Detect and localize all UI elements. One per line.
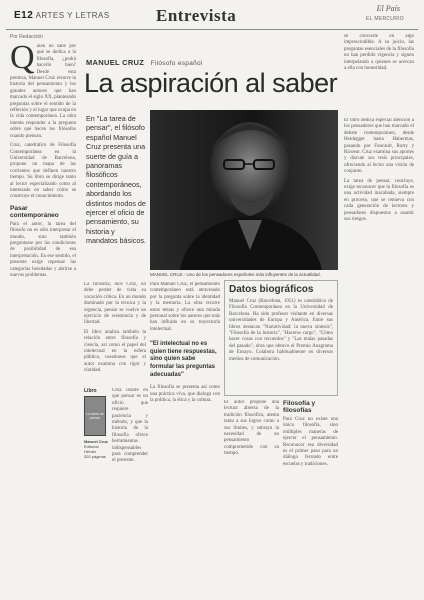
- book-publisher: Editorial Herder: [84, 444, 99, 454]
- intro-deck: En "La tarea de pensar", el filósofo español Manuel Cruz presenta una suerte de guía a panoramas filosóficos contemporáneos, abordando los distintos modos de ejercer el oficio de pensamiento, su historia y mandatos básicos.: [86, 114, 146, 246]
- right-top-paragraph: se convierte en algo imprescindible. A su juicio, las preguntas esenciales de la filosofía no han perdido vigencia y siguen interpelando a quienes se acercan a ella con honestidad.: [344, 34, 414, 72]
- col4-paragraph-left: El autor propone una lectura abierta de la tradición filosófica, atenta tanto a sus logros como a sus límites, y subraya la necesidad de un pensamiento comprometido con su tiempo.: [224, 400, 279, 457]
- left-paragraph-2: Cruz, catedrático de Filosofía Contemporánea en la Universidad de Barcelona, propone un mapa de las corrientes que definen nuestro tiempo. Su libro se dirige tanto al lector especializado como al interesado en saber cómo se construye el conocimiento.: [10, 143, 76, 200]
- col4-paragraph-right: Para Cruz no existe una única filosofía, sino múltiples maneras de ejercer el pensamiento. Reconocer esa diversidad es el primer paso para un diálogo fecundo entre escuelas y tradiciones.: [283, 417, 338, 467]
- right-column-top: [344, 34, 414, 114]
- left-subhead: Pasar contemporáneo: [10, 204, 59, 219]
- book-author: Manuel Cruz: [84, 439, 108, 444]
- drop-cap: Q: [10, 44, 35, 76]
- book-pages: 320 páginas: [84, 454, 106, 459]
- right-column: [344, 118, 414, 590]
- right-paragraph-1: El libro dedica especial atención a los pensadores que han marcado el debate contemporáneo, desde Heidegger hasta Habermas, pasando por Foucault, Rorty y Ricoeur. Cruz examina sus aportes y discute sus tesis principales, ofreciendo al lector una visión de conjunto.: [344, 118, 414, 175]
- bio-box-title: Datos biográficos: [229, 284, 314, 295]
- byline: Por Redacción: [10, 34, 43, 40]
- page-number: E12: [14, 10, 34, 21]
- col3-paragraph-1: Para Manuel Cruz, el pensamiento contemporáneo está atravesado por la pregunta sobre la identidad y la memoria. La obra recorre estos temas y ofrece una mirada personal sobre los autores que más han influido en su trayectoria intelectual.: [150, 282, 220, 332]
- portrait-image: [150, 110, 338, 270]
- section-title: Entrevista: [156, 6, 237, 25]
- col4-subhead: Filosofía y filosofías: [283, 400, 316, 414]
- column-4: [224, 400, 338, 590]
- book-cover: [84, 396, 106, 436]
- col2-paragraph-2: El libro analiza también la relación entre filosofía y ciencia, así como el papel del intelectual en la esfera pública, cuestiones que el autor examina con rigor y claridad.: [84, 329, 146, 374]
- headline: La aspiración al saber: [84, 68, 338, 98]
- column-2b: [112, 388, 148, 590]
- page-header: [6, 4, 418, 30]
- left-column: [10, 44, 76, 590]
- book-sidebar: [84, 388, 110, 498]
- sidebar-label: Libro: [84, 388, 97, 394]
- right-paragraph-2: La tarea de pensar, concluye, exige reconocer que la filosofía es una actividad inacabada, siempre en proceso, que se renueva con cada generación de lectores y pensadores dispuestos a asumir sus riesgos.: [344, 178, 414, 223]
- book-cover-title: La tarea de pensar: [86, 412, 104, 420]
- col3-paragraph-2: La filosofía se presenta así como una práctica viva, que dialoga con la política, la ética y la cultura.: [150, 385, 220, 404]
- col2-paragraph-1: La filosofía, dice Cruz, no debe perder de vista su vocación crítica. En un mundo dominado por la técnica y la urgencia, pensar se vuelve un ejercicio de resistencia y de libertad.: [84, 282, 146, 326]
- column-3: [150, 282, 220, 590]
- section-label: [14, 10, 110, 21]
- photo-caption: MANUEL CRUZ.- Uno de los pensadores españoles más influyentes de la actualidad.: [150, 272, 321, 277]
- author-tag: [86, 58, 203, 67]
- left-paragraph-3: Para el autor, la tarea del filósofo no es sólo interpretar el mundo, sino también preguntarse por las condiciones de posibilidad de esa interpretación. En ese sentido, el presente exige repensar las categorías heredadas y abrirse a nuevos problemas.: [10, 221, 76, 278]
- author-name: MANUEL CRUZ: [86, 58, 145, 67]
- pull-quote: "El intelectual no es quien tiene respuestas, sino quien sabe formular las preguntas adecuadas": [150, 341, 217, 378]
- bio-box-text: Manuel Cruz (Barcelona, 1951) es catedrático de Filosofía Contemporánea en la Universidad de Barcelona. Ha sido profesor visitante en diversas universidades de Europa y América. Entre sus libros destacan "Narratividad: la nueva síntesis", "Filosofía de la historia", "Hacerse cargo", "Cómo hacer cosas con recuerdos" y "Las malas pasadas del pasado", obra que obtuvo el Premio Anagrama de Ensayo. Colabora habitualmente en diversos medios de comunicación.: [229, 299, 333, 362]
- author-photo: [150, 110, 338, 270]
- header-date: EL MERCURIO: [366, 16, 404, 22]
- section-name: ARTES Y LETRAS: [35, 11, 110, 20]
- col2b-paragraph: Cruz insiste en que pensar es un oficio que requiere paciencia y método, y que la historia de la filosofía ofrece herramientas indispensables para comprender el presente.: [112, 388, 148, 464]
- book-credit: [84, 439, 110, 459]
- left-paragraph-1: uien no sabe por qué se dedica a la filosofía, ¿podrá hacerlo bien? Desde esta premisa, Manuel Cruz recorre la historia del pensamiento y los grandes autores que han marcado el siglo XX, planteando preguntas sobre el sentido de la reflexión y el lugar que ocupa en la vida contemporánea. La obra intenta responder a la pregunta sobre qué hacen los filósofos cuando piensan.: [10, 44, 76, 139]
- author-role: Filósofo español: [150, 60, 203, 67]
- newspaper-logo: El País: [376, 4, 400, 13]
- bio-box: [224, 280, 338, 396]
